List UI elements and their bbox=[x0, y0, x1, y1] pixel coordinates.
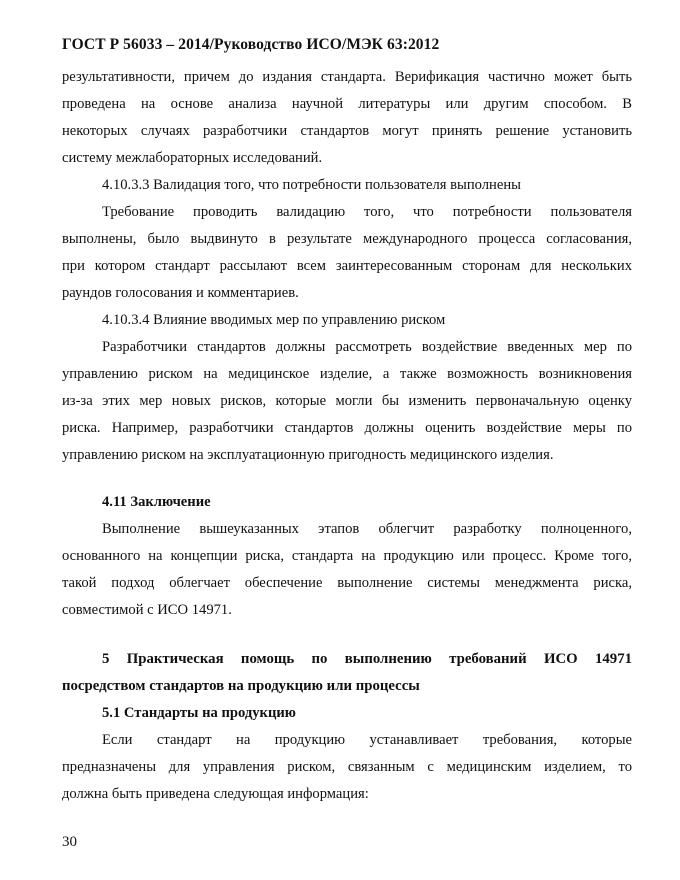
section-heading-5: 5 Практическая помощь по выполнению требований ИСО 14971 bbox=[102, 651, 632, 667]
text-line: систему межлабораторных исследований. bbox=[62, 150, 323, 166]
section-heading-4-11: 4.11 Заключение bbox=[102, 494, 211, 510]
text-line: из-за этих мер новых рисков, которые могли бы изменить первоначальную оценку bbox=[62, 393, 632, 409]
section-heading-5-1: 5.1 Стандарты на продукцию bbox=[102, 705, 296, 721]
document-header: ГОСТ Р 56033 – 2014/Руководство ИСО/МЭК 63:2012 bbox=[62, 36, 440, 53]
text-line: раундов голосования и комментариев. bbox=[62, 285, 299, 301]
document-body bbox=[62, 64, 632, 808]
text-line: Если стандарт на продукцию устанавливает требования, которые bbox=[102, 732, 632, 748]
text-line: результативности, причем до издания стандарта. Верификация частично может быть bbox=[62, 69, 632, 85]
text-line: такой подход облегчает обеспечение выполнение системы менеджмента риска, bbox=[62, 575, 632, 591]
text-line: Требование проводить валидацию того, что потребности пользователя bbox=[102, 204, 632, 220]
text-line: некоторых случаях разработчики стандартов могут принять решение установить bbox=[62, 123, 632, 139]
text-line: при котором стандарт рассылают всем заинтересованным сторонам для нескольких bbox=[62, 258, 632, 274]
page-number: 30 bbox=[62, 834, 77, 850]
text-line: управлению риском на эксплуатационную пригодность медицинского изделия. bbox=[62, 447, 554, 463]
text-line: предназначены для управления риском, связанным с медицинским изделием, то bbox=[62, 759, 632, 775]
section-heading-4-10-3-3: 4.10.3.3 Валидация того, что потребности пользователя выполнены bbox=[102, 177, 521, 193]
text-line: Разработчики стандартов должны рассмотреть воздействие введенных мер по bbox=[102, 339, 632, 355]
text-line: совместимой с ИСО 14971. bbox=[62, 602, 232, 618]
text-line: должна быть приведена следующая информация: bbox=[62, 786, 369, 802]
text-line: управлению риском на медицинское изделие, а также возможность возникновения bbox=[62, 366, 632, 382]
text-line: риска. Например, разработчики стандартов должны оценить воздействие меры по bbox=[62, 420, 632, 436]
text-line: проведена на основе анализа научной литературы или другим способом. В bbox=[62, 96, 632, 112]
section-heading-5-cont: посредством стандартов на продукцию или процессы bbox=[62, 678, 420, 694]
section-heading-4-10-3-4: 4.10.3.4 Влияние вводимых мер по управлению риском bbox=[102, 312, 446, 328]
text-line: выполнены, было выдвинуто в результате международного процесса согласования, bbox=[62, 231, 632, 247]
text-line: Выполнение вышеуказанных этапов облегчит разработку полноценного, bbox=[102, 521, 632, 537]
text-line: основанного на концепции риска, стандарта на продукцию или процесс. Кроме того, bbox=[62, 548, 632, 564]
